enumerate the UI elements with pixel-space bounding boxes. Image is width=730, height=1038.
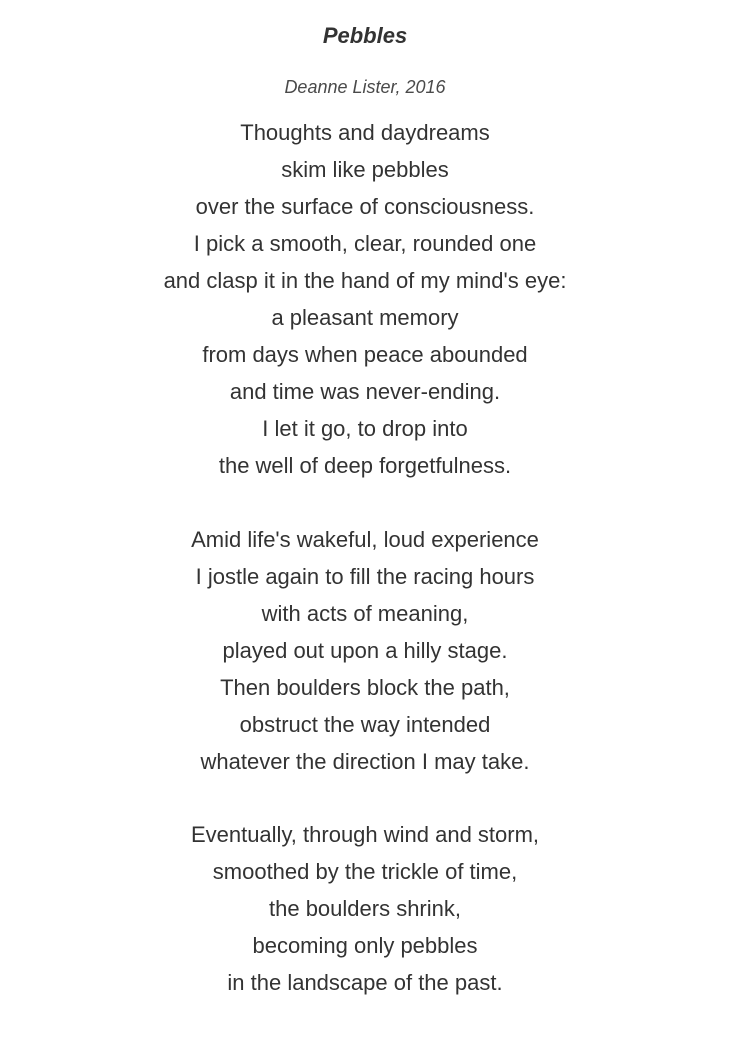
poem-line: Amid life's wakeful, loud experience (191, 526, 539, 552)
stanza-3 (0, 816, 730, 1001)
poem-line: Thoughts and daydreams (240, 120, 490, 145)
poem-line: skim like pebbles (281, 157, 449, 182)
poem-line: I pick a smooth, clear, rounded one (193, 231, 537, 256)
poem-title: Pebbles (322, 23, 408, 48)
poem-body (0, 114, 730, 1038)
poem-byline: Deanne Lister, 2016 (284, 77, 446, 97)
stanza-2 (0, 521, 730, 780)
poem-line: the well of deep forgetfulness. (218, 453, 512, 478)
poem-line: I jostle again to fill the racing hours (195, 563, 535, 589)
poem-line: smoothed by the trickle of time, (212, 859, 518, 884)
poem-line: and clasp it in the hand of my mind's eye: (163, 268, 567, 293)
poem-line: whatever the direction I may take. (200, 748, 530, 774)
stanza-1 (0, 114, 730, 484)
poem-line: the boulders shrink, (269, 896, 461, 921)
poem-line: obstruct the way intended (239, 711, 491, 737)
poem-line: from days when peace abounded (202, 342, 528, 367)
poem-line: Eventually, through wind and storm, (190, 822, 540, 847)
poem-line: played out upon a hilly stage. (222, 637, 508, 663)
poem-line: in the landscape of the past. (227, 970, 503, 995)
poem-line: a pleasant memory (271, 305, 459, 330)
poem-line: over the surface of consciousness. (195, 194, 535, 219)
poem-line: I let it go, to drop into (262, 416, 468, 441)
poem-line: and time was never-ending. (229, 379, 501, 404)
poem-line: becoming only pebbles (252, 933, 478, 958)
poem-line: with acts of meaning, (261, 600, 469, 626)
poem-line: Then boulders block the path, (220, 674, 510, 700)
